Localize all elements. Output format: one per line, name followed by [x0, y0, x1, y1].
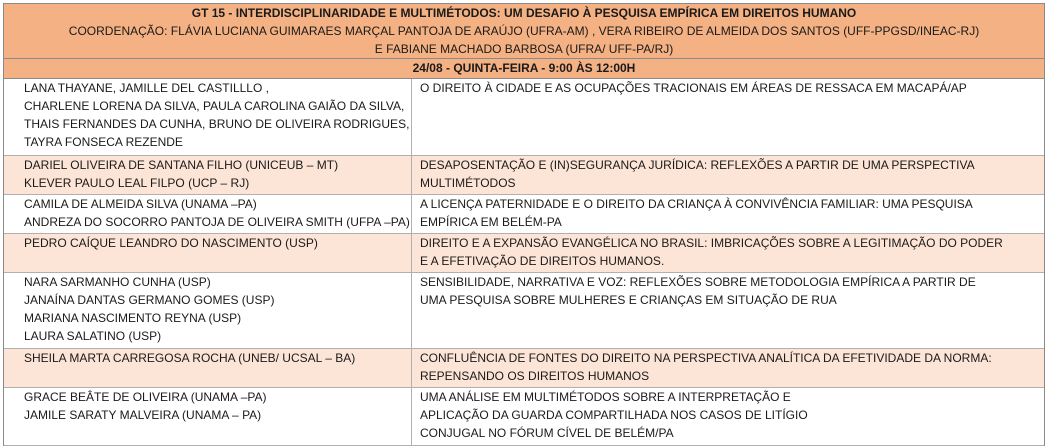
- title-line: EMPÍRICA EM BELÉM-PA: [420, 215, 562, 229]
- author-line: LANA THAYANE, JAMILLE DEL CASTILLLO ,: [24, 81, 269, 95]
- author-line: DARIEL OLIVEIRA DE SANTANA FILHO (UNICEUB – MT): [24, 158, 339, 172]
- paper-title-cell: [412, 79, 1044, 155]
- coordination-line-2: E FABIANE MACHADO BARBOSA (UFRA/ UFF-PA/RJ): [374, 42, 674, 56]
- authors-cell: [4, 79, 412, 155]
- author-line: PEDRO CAÍQUE LEANDRO DO NASCIMENTO (USP): [24, 236, 318, 250]
- schedule-table: [3, 3, 1045, 446]
- table-row: [4, 273, 1044, 349]
- title-line: MULTIMÉTODOS: [420, 176, 516, 190]
- session-date: 24/08 - QUINTA-FEIRA - 9:00 ÀS 12:00H: [4, 59, 1044, 79]
- title-line: DIREITO E A EXPANSÃO EVANGÉLICA NO BRASIL: IMBRICAÇÕES SOBRE A LEGITIMAÇÃO DO PODER: [420, 236, 1003, 250]
- author-line: KLEVER PAULO LEAL FILPO (UCP – RJ): [24, 176, 250, 190]
- author-line: JAMILE SARATY MALVEIRA (UNAMA – PA): [24, 408, 262, 422]
- author-line: LAURA SALATINO (USP): [24, 329, 162, 343]
- author-line: SHEILA MARTA CARREGOSA ROCHA (UNEB/ UCSAL – BA): [24, 351, 356, 365]
- authors-cell: [4, 273, 412, 348]
- title-line: UMA PESQUISA SOBRE MULHERES E CRIANÇAS EM SITUAÇÃO DE RUA: [420, 293, 837, 307]
- paper-title-cell: [412, 273, 1044, 348]
- title-line: A LICENÇA PATERNIDADE E O DIREITO DA CRIANÇA À CONVIVÊNCIA FAMILIAR: UMA PESQUISA: [420, 197, 973, 211]
- author-line: CAMILA DE ALMEIDA SILVA (UNAMA –PA): [24, 197, 257, 211]
- author-line: CHARLENE LORENA DA SILVA, PAULA CAROLINA GAIÃO DA SILVA,: [24, 99, 405, 113]
- table-row: [4, 156, 1044, 195]
- author-line: ANDREZA DO SOCORRO PANTOJA DE OLIVEIRA SMITH (UFPA –PA): [24, 215, 410, 229]
- authors-cell: [4, 388, 412, 445]
- title-line: APLICAÇÃO DA GUARDA COMPARTILHADA NOS CASOS DE LITÍGIO: [420, 408, 808, 422]
- paper-title-cell: [412, 195, 1044, 233]
- paper-title-cell: [412, 234, 1044, 272]
- title-line: O DIREITO À CIDADE E AS OCUPAÇÕES TRACIONAIS EM ÁREAS DE RESSACA EM MACAPÁ/AP: [420, 81, 967, 95]
- author-line: GRACE BEÂTE DE OLIVEIRA (UNAMA –PA): [24, 390, 267, 404]
- title-line: E A EFETIVAÇÃO DE DIREITOS HUMANOS.: [420, 254, 665, 268]
- table-row: [4, 388, 1044, 446]
- author-line: JANAÍNA DANTAS GERMANO GOMES (USP): [24, 293, 275, 307]
- table-row: [4, 349, 1044, 388]
- table-row: [4, 195, 1044, 234]
- author-line: MARIANA NASCIMENTO REYNA (USP): [24, 311, 242, 325]
- title-line: SENSIBILIDADE, NARRATIVA E VOZ: REFLEXÕES SOBRE METODOLOGIA EMPÍRICA A PARTIR DE: [420, 275, 976, 289]
- coordination-line-1: COORDENAÇÃO: FLÁVIA LUCIANA GUIMARAES MARÇAL PANTOJA DE ARAÚJO (UFRA-AM) , VERA RIBEIRO DE ALMEIDA DOS SANTOS (UFF-PPGSD/INEAC-RJ): [68, 24, 980, 38]
- paper-title-cell: [412, 156, 1044, 194]
- authors-cell: [4, 234, 412, 272]
- authors-cell: [4, 156, 412, 194]
- presentation-list: [4, 79, 1044, 446]
- author-line: NARA SARMANHO CUNHA (USP): [24, 275, 211, 289]
- group-title: GT 15 - INTERDISCIPLINARIDADE E MULTIMÉTODOS: UM DESAFIO À PESQUISA EMPÍRICA EM DIREITOS HUMANO: [191, 6, 857, 20]
- paper-title-cell: [412, 349, 1044, 387]
- table-row: [4, 79, 1044, 156]
- author-line: TAYRA FONSECA REZENDE: [24, 135, 183, 149]
- authors-cell: [4, 349, 412, 387]
- title-line: CONJUGAL NO FÓRUM CÍVEL DE BELÉM/PA: [420, 426, 674, 440]
- title-line: UMA ANÁLISE EM MULTIMÉTODOS SOBRE A INTERPRETAÇÃO E: [420, 390, 791, 404]
- paper-title-cell: [412, 388, 1044, 445]
- authors-cell: [4, 195, 412, 233]
- author-line: THAIS FERNANDES DA CUNHA, BRUNO DE OLIVEIRA RODRIGUES,: [24, 117, 410, 131]
- table-header: [4, 4, 1044, 59]
- title-line: CONFLUÊNCIA DE FONTES DO DIREITO NA PERSPECTIVA ANALÍTICA DA EFETIVIDADE DA NORMA:: [420, 351, 992, 365]
- title-line: REPENSANDO OS DIREITOS HUMANOS: [420, 369, 650, 383]
- title-line: DESAPOSENTAÇÃO E (IN)SEGURANÇA JURÍDICA: REFLEXÕES A PARTIR DE UMA PERSPECTIVA: [420, 158, 975, 172]
- table-row: [4, 234, 1044, 273]
